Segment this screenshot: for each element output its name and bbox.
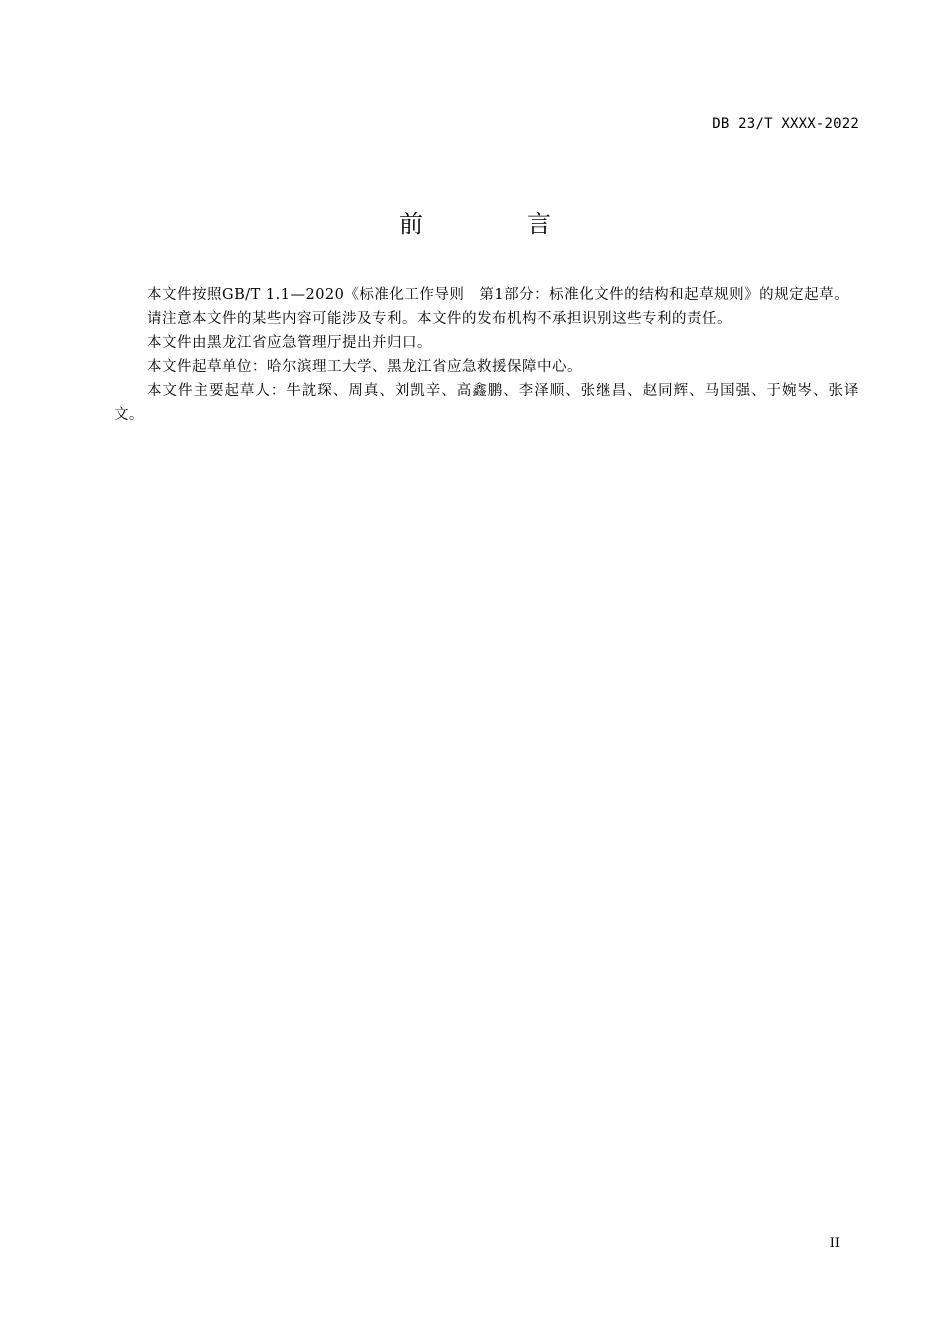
paragraph-drafting-basis: 本文件按照GB/T 1.1—2020《标准化工作导则 第1部分：标准化文件的结构和起草规则》的规定起草。	[147, 287, 850, 303]
page-title: 前 言	[399, 210, 591, 238]
paragraph-drafters: 本文件主要起草人：牛訦琛、周真、刘凯辛、高鑫鹏、李泽顺、张继昌、赵同辉、马国强、于婉岑、张译文。	[114, 383, 859, 423]
page-number: II	[829, 1236, 840, 1251]
paragraph-drafting-units: 本文件起草单位：哈尔滨理工大学、黑龙江省应急救援保障中心。	[147, 359, 582, 375]
document-code: DB 23/T XXXX-2022	[712, 116, 859, 132]
foreword-body	[114, 283, 859, 427]
paragraph-proposer: 本文件由黑龙江省应急管理厅提出并归口。	[147, 335, 432, 351]
paragraph-patent-notice: 请注意本文件的某些内容可能涉及专利。本文件的发布机构不承担识别这些专利的责任。	[147, 311, 732, 327]
